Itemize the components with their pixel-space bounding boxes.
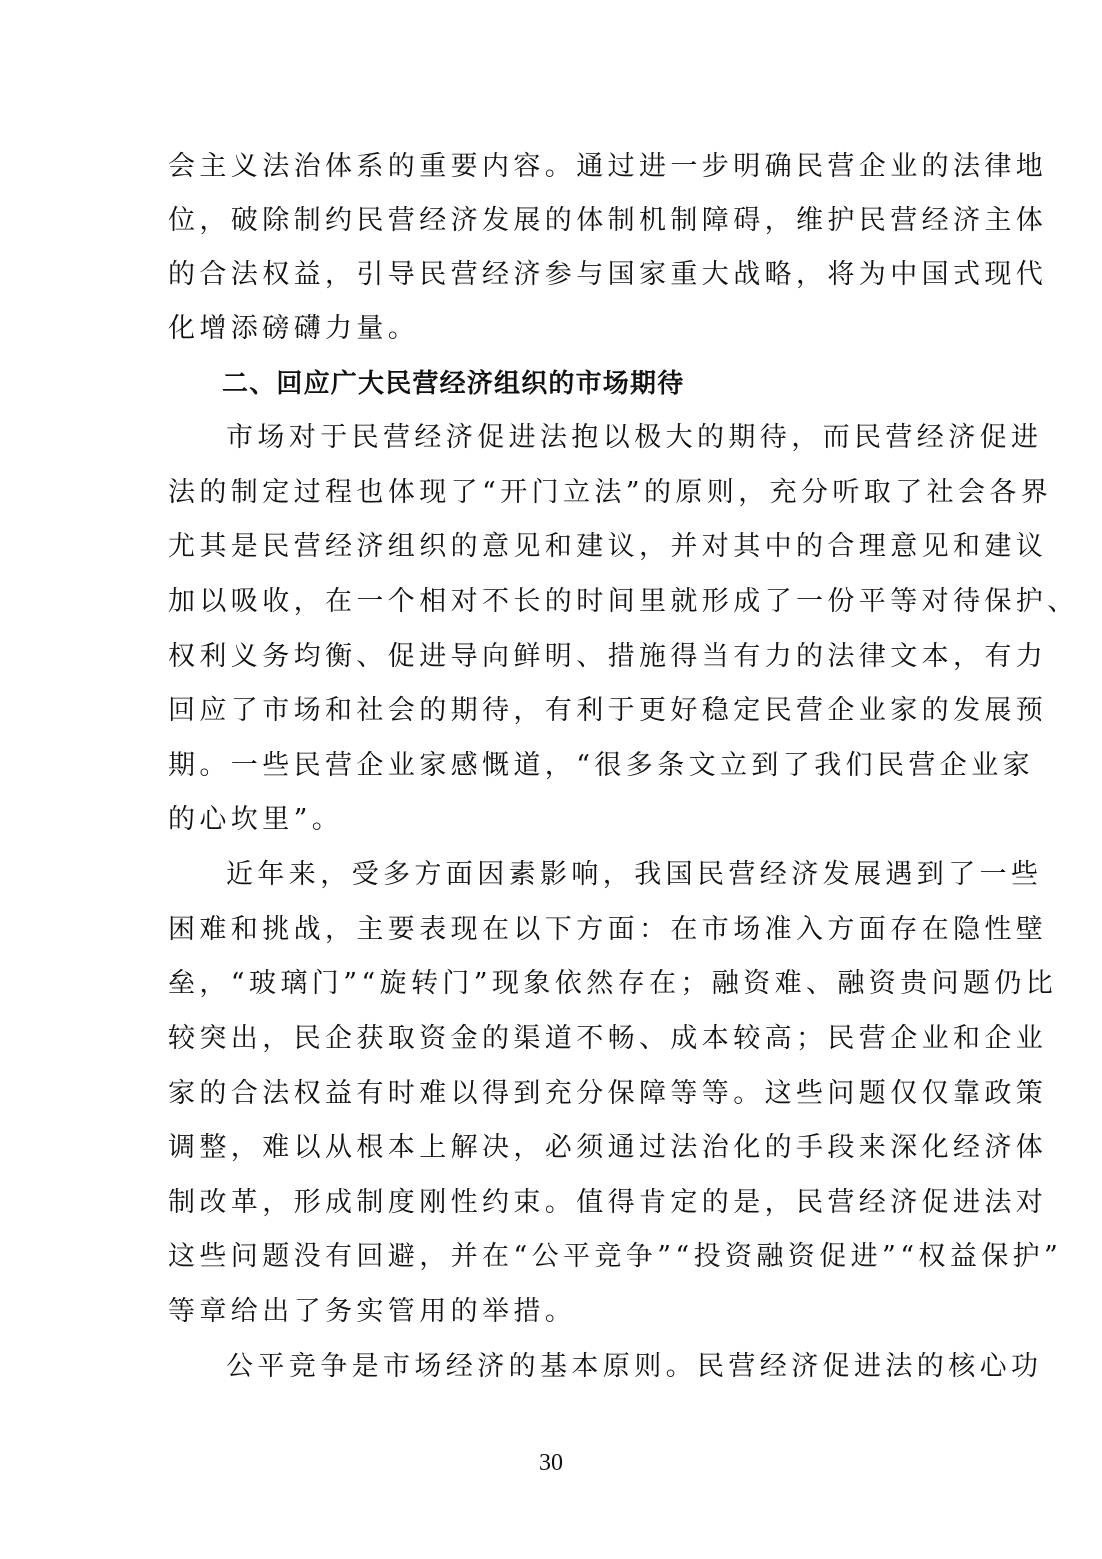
text-line: 会主义法治体系的重要内容。通过进一步明确民营企业的法律地 (168, 151, 1048, 182)
text-line: 法的制定过程也体现了“开门立法”的原则，充分听取了社会各界 (168, 477, 1053, 508)
text-line: 回应了市场和社会的期待，有利于更好稳定民营企业家的发展预 (168, 695, 1048, 726)
text-line: 公平竞争是市场经济的基本原则。民营经济促进法的核心功 (226, 1351, 1043, 1382)
text-line: 加以吸收，在一个相对不长的时间里就形成了一份平等对待保护、 (168, 586, 1079, 617)
text-line: 化增添磅礴力量。 (168, 313, 420, 344)
text-line: 较突出，民企获取资金的渠道不畅、成本较高；民营企业和企业 (168, 1023, 1048, 1054)
text-line: 近年来，受多方面因素影响，我国民营经济发展遇到了一些 (226, 859, 1043, 890)
text-line: 困难和挑战，主要表现在以下方面：在市场准入方面存在隐性壁 (168, 914, 1048, 945)
text-line: 的合法权益，引导民营经济参与国家重大战略，将为中国式现代 (168, 259, 1048, 290)
text-line: 制改革，形成制度刚性约束。值得肯定的是，民营经济促进法对 (168, 1187, 1048, 1218)
text-line: 位，破除制约民营经济发展的体制机制障碍，维护民营经济主体 (168, 205, 1048, 236)
text-line: 的心坎里”。 (168, 804, 344, 835)
text-line: 垒，“玻璃门”“旋转门”现象依然存在；融资难、融资贵问题仍比 (168, 968, 1058, 999)
text-line: 市场对于民营经济促进法抱以极大的期待，而民营经济促进 (226, 422, 1043, 453)
text-line: 权利义务均衡、促进导向鲜明、措施得当有力的法律文本，有力 (168, 641, 1048, 672)
text-line: 这些问题没有回避，并在“公平竞争”“投资融资促进”“权益保护” (168, 1241, 1063, 1272)
text-line: 家的合法权益有时难以得到充分保障等等。这些问题仅仅靠政策 (168, 1078, 1048, 1109)
text-line: 等章给出了务实管用的举措。 (168, 1296, 577, 1327)
text-line: 尤其是民营经济组织的意见和建议，并对其中的合理意见和建议 (168, 531, 1048, 562)
section-heading: 二、回应广大民营经济组织的市场期待 (222, 369, 685, 399)
text-line: 调整，难以从根本上解决，必须通过法治化的手段来深化经济体 (168, 1132, 1048, 1163)
page-number: 30 (539, 1450, 563, 1476)
text-line: 期。一些民营企业家感慨道，“很多条文立到了我们民营企业家 (168, 750, 1035, 781)
